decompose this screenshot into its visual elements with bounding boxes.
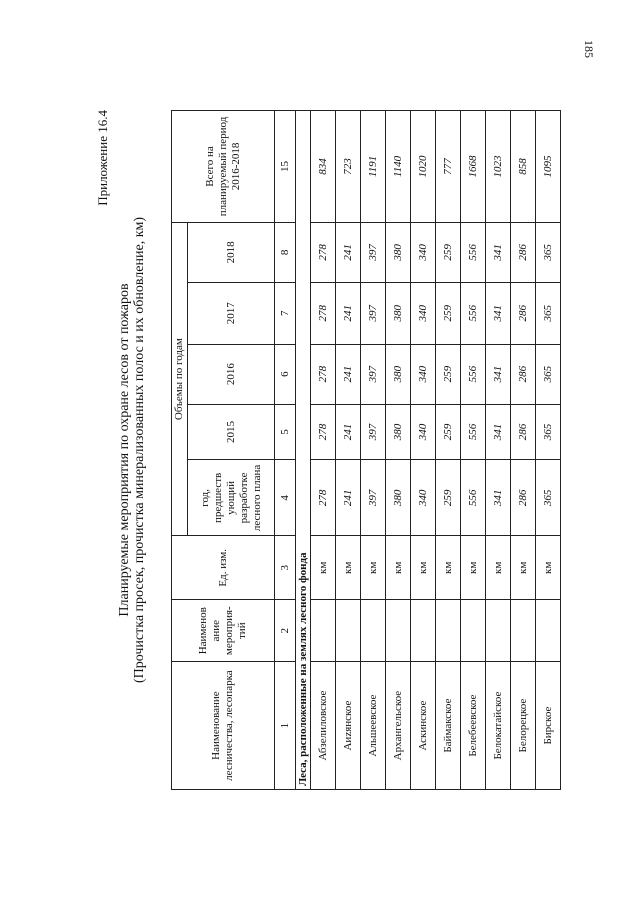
unit-cell: км [461,536,486,600]
total-value: 777 [436,111,461,223]
unit-cell: км [486,536,511,600]
rotated-page-content [95,110,565,790]
value-2015: 241 [336,404,361,460]
value-2018: 341 [486,222,511,282]
value-2016: 365 [536,344,561,404]
appendix-label: Приложение 16.4 [95,110,110,206]
value-2017: 556 [461,282,486,344]
prev-year-value: 259 [436,460,461,536]
forestry-name: Белорецкое [511,662,536,790]
prev-year-value: 241 [336,460,361,536]
unit-cell: км [311,536,336,600]
value-2016: 341 [486,344,511,404]
event-cell [386,600,411,662]
forestry-name: Аиzянское [336,662,361,790]
value-2017: 286 [511,282,536,344]
forestry-name: Архангельское [386,662,411,790]
event-cell [311,600,336,662]
event-cell [461,600,486,662]
value-2016: 397 [361,344,386,404]
prev-year-value: 278 [311,460,336,536]
table-row [486,111,511,790]
section-title: Леса, расположенные на землях лесного фонда [296,111,311,790]
value-2015: 341 [486,404,511,460]
unit-cell: км [336,536,361,600]
value-2015: 286 [511,404,536,460]
table-row [436,111,461,790]
value-2015: 340 [411,404,436,460]
table-row [536,111,561,790]
header-2018: 2018 [188,222,275,282]
title-line-2: (Прочистка просек, прочистка минерализованных полос и их обновление, км) [132,216,147,684]
table-row [511,111,536,790]
prev-year-value: 556 [461,460,486,536]
header-name: Наименование лесничества, лесопарка [172,662,275,790]
prev-year-value: 365 [536,460,561,536]
section-row [296,111,311,790]
event-cell [486,600,511,662]
total-value: 1140 [386,111,411,223]
value-2016: 556 [461,344,486,404]
value-2016: 259 [436,344,461,404]
column-number: 5 [275,404,296,460]
value-2017: 380 [386,282,411,344]
value-2016: 241 [336,344,361,404]
value-2018: 259 [436,222,461,282]
column-number: 1 [275,662,296,790]
event-cell [436,600,461,662]
total-value: 1668 [461,111,486,223]
header-2015: 2015 [188,404,275,460]
value-2018: 365 [536,222,561,282]
table-row [461,111,486,790]
prev-year-value: 286 [511,460,536,536]
header-2016: 2016 [188,344,275,404]
value-2018: 278 [311,222,336,282]
event-cell [361,600,386,662]
total-value: 834 [311,111,336,223]
unit-cell: км [361,536,386,600]
total-value: 1095 [536,111,561,223]
value-2018: 241 [336,222,361,282]
prev-year-value: 341 [486,460,511,536]
value-2017: 340 [411,282,436,344]
table-row [386,111,411,790]
value-2015: 556 [461,404,486,460]
header-volumes: Объемы по годам [172,222,188,535]
column-number: 7 [275,282,296,344]
forestry-name: Белебеевское [461,662,486,790]
value-2015: 278 [311,404,336,460]
value-2017: 365 [536,282,561,344]
column-number: 8 [275,222,296,282]
column-number: 3 [275,536,296,600]
table-row [361,111,386,790]
total-value: 1191 [361,111,386,223]
event-cell [411,600,436,662]
header-prev-year: год, предшеств ующий разработке лесного плана [188,460,275,536]
value-2018: 556 [461,222,486,282]
value-2017: 397 [361,282,386,344]
value-2015: 365 [536,404,561,460]
table-row [336,111,361,790]
forestry-name: Альшеевское [361,662,386,790]
total-value: 1023 [486,111,511,223]
prev-year-value: 397 [361,460,386,536]
value-2017: 341 [486,282,511,344]
header-2017: 2017 [188,282,275,344]
column-numbers-row [275,111,296,790]
title-line-1: Планируемые мероприятия по охране лесов от пожаров [117,283,132,617]
value-2017: 278 [311,282,336,344]
value-2018: 286 [511,222,536,282]
total-value: 858 [511,111,536,223]
value-2018: 340 [411,222,436,282]
value-2015: 397 [361,404,386,460]
column-number: 6 [275,344,296,404]
value-2016: 380 [386,344,411,404]
events-table [171,110,561,790]
page-title [117,110,147,790]
header-event: Наименов ание мероприя- тий [172,600,275,662]
value-2015: 259 [436,404,461,460]
column-number: 15 [275,111,296,223]
value-2016: 286 [511,344,536,404]
header-total: Всего на планируемый период 2016-2018 [172,111,275,223]
event-cell [536,600,561,662]
unit-cell: км [386,536,411,600]
value-2015: 380 [386,404,411,460]
total-value: 1020 [411,111,436,223]
table-row [311,111,336,790]
forestry-name: Белокатайское [486,662,511,790]
unit-cell: км [411,536,436,600]
forestry-name: Баймакское [436,662,461,790]
value-2016: 278 [311,344,336,404]
event-cell [511,600,536,662]
prev-year-value: 380 [386,460,411,536]
value-2016: 340 [411,344,436,404]
value-2018: 380 [386,222,411,282]
value-2018: 397 [361,222,386,282]
event-cell [336,600,361,662]
prev-year-value: 340 [411,460,436,536]
table-row [411,111,436,790]
unit-cell: км [536,536,561,600]
column-number: 2 [275,600,296,662]
forestry-name: Аскинское [411,662,436,790]
unit-cell: км [436,536,461,600]
value-2017: 241 [336,282,361,344]
forestry-name: Абзелиловское [311,662,336,790]
page-number: 185 [582,40,596,58]
column-number: 4 [275,460,296,536]
unit-cell: км [511,536,536,600]
total-value: 723 [336,111,361,223]
header-unit: Ед. изм. [172,536,275,600]
forestry-name: Бирское [536,662,561,790]
value-2017: 259 [436,282,461,344]
